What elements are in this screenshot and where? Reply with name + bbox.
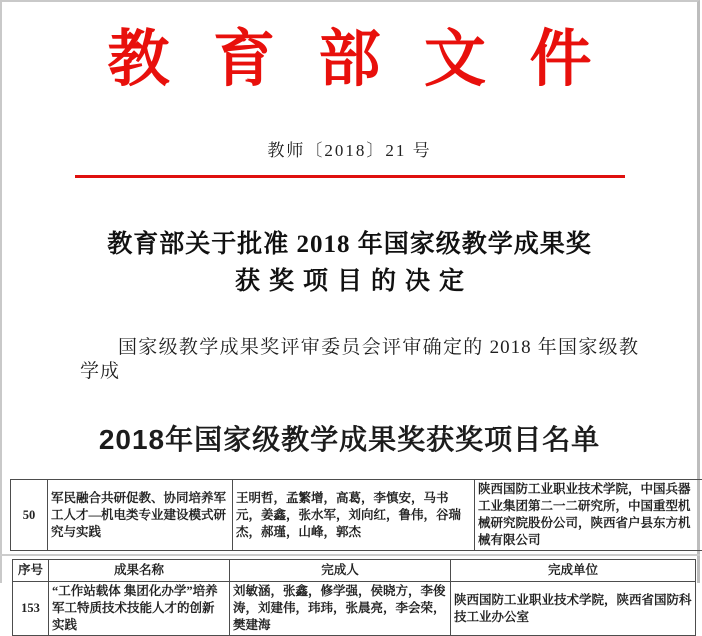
red-divider-line [75, 175, 625, 178]
award-table-zone [2, 479, 697, 636]
table-row [11, 480, 702, 551]
row50-name-cell: 军民融合共研促教、协同培养军工人才—机电类专业建设模式研究与实践 [48, 480, 233, 551]
header-name-cell: 成果名称 [49, 560, 230, 582]
award-table-fragment-top [10, 479, 702, 551]
header-seq-cell: 序号 [13, 560, 49, 582]
row50-units-cell: 陕西国防工业职业技术学院，中国兵器工业集团第二一二研究所，中国重型机械研究院股份公司，陕西省户县东方机械有限公司 [475, 480, 702, 551]
award-table-fragment-bottom [12, 559, 696, 636]
row50-seq-cell: 50 [11, 480, 48, 551]
header-units-cell: 完成单位 [451, 560, 696, 582]
row153-seq-cell: 153 [13, 582, 49, 636]
fragment-separator-line [0, 554, 700, 556]
row50-people-cell: 王明哲，孟繁增，高葛，李慎安，马书元，姜鑫，张水军，刘向红，鲁伟，谷瑞杰，郝瑾，山峰，郭杰 [233, 480, 475, 551]
decision-title [2, 226, 697, 300]
document-header-title: 教 育 部 文 件 [2, 26, 697, 94]
table-row [13, 582, 696, 636]
document-number: 教师〔2018〕21 号 [2, 136, 697, 161]
decision-title-line2: 获奖项目的决定 [2, 263, 697, 300]
header-people-cell: 完成人 [230, 560, 451, 582]
decision-title-line1: 教育部关于批准 2018 年国家级教学成果奖 [2, 226, 697, 263]
award-list-title: 2018年国家级教学成果奖获奖项目名单 [2, 418, 697, 458]
row153-units-cell: 陕西国防工业职业技术学院，陕西省国防科技工业办公室 [451, 582, 696, 636]
row153-people-cell: 刘敏涵，张鑫，修学强，侯晓方，李俊涛，刘建伟，玮玮，张晨亮，李会荣，樊建海 [230, 582, 451, 636]
table-header-row [13, 560, 696, 582]
decision-body-line: 国家级教学成果奖评审委员会评审确定的 2018 年国家级教学成 [80, 336, 639, 384]
row153-name-cell: “工作站载体 集团化办学”培养军工特质技术技能人才的创新实践 [49, 582, 230, 636]
